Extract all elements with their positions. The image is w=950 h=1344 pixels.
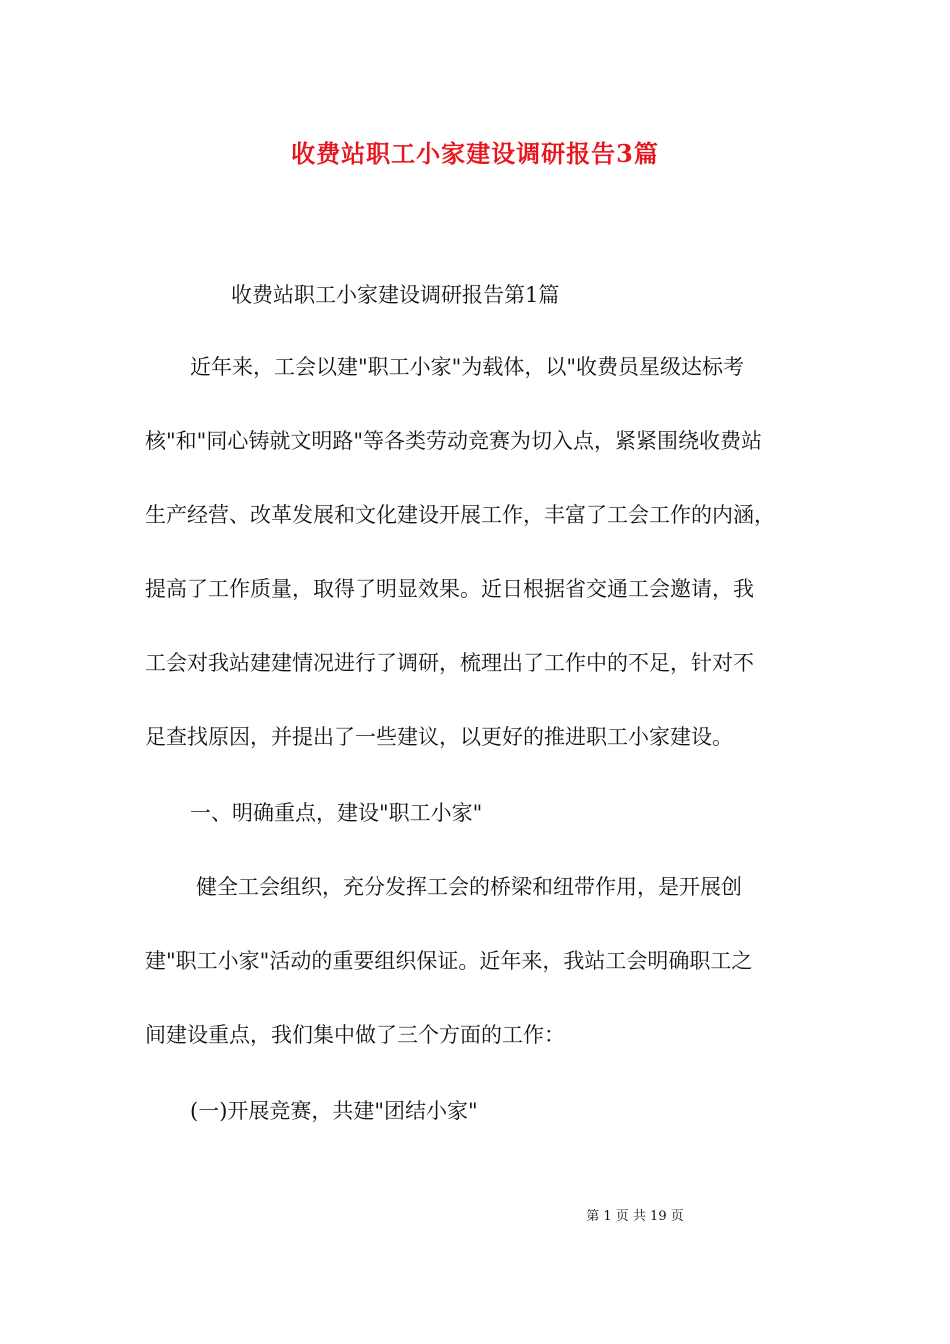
section-heading: 一、明确重点，建设"职工小家" xyxy=(190,801,483,825)
page-number-footer: 第 1 页 共 19 页 xyxy=(586,1209,684,1224)
paragraph-line: 健全工会组织，充分发挥工会的桥梁和纽带作用，是开展创 xyxy=(196,875,742,899)
document-title: 收费站职工小家建设调研报告3篇 xyxy=(291,139,659,168)
paragraph-line: 生产经营、改革发展和文化建设开展工作，丰富了工会工作的内涵， xyxy=(145,503,775,527)
paragraph-line: 近年来，工会以建"职工小家"为载体，以"收费员星级达标考 xyxy=(190,355,744,379)
paragraph-line: 间建设重点，我们集中做了三个方面的工作： xyxy=(145,1023,565,1047)
paragraph-line: 核"和"同心铸就文明路"等各类劳动竞赛为切入点，紧紧围绕收费站 xyxy=(145,429,762,453)
subsection-heading: (一)开展竞赛，共建"团结小家" xyxy=(190,1099,478,1123)
section-subtitle: 收费站职工小家建设调研报告第1篇 xyxy=(231,283,560,307)
paragraph-line: 建"职工小家"活动的重要组织保证。近年来，我站工会明确职工之 xyxy=(145,949,753,973)
paragraph-line: 足查找原因，并提出了一些建议，以更好的推进职工小家建设。 xyxy=(145,725,733,749)
paragraph-line: 提高了工作质量，取得了明显效果。近日根据省交通工会邀请，我 xyxy=(145,577,754,601)
paragraph-line: 工会对我站建建情况进行了调研，梳理出了工作中的不足，针对不 xyxy=(145,651,754,675)
